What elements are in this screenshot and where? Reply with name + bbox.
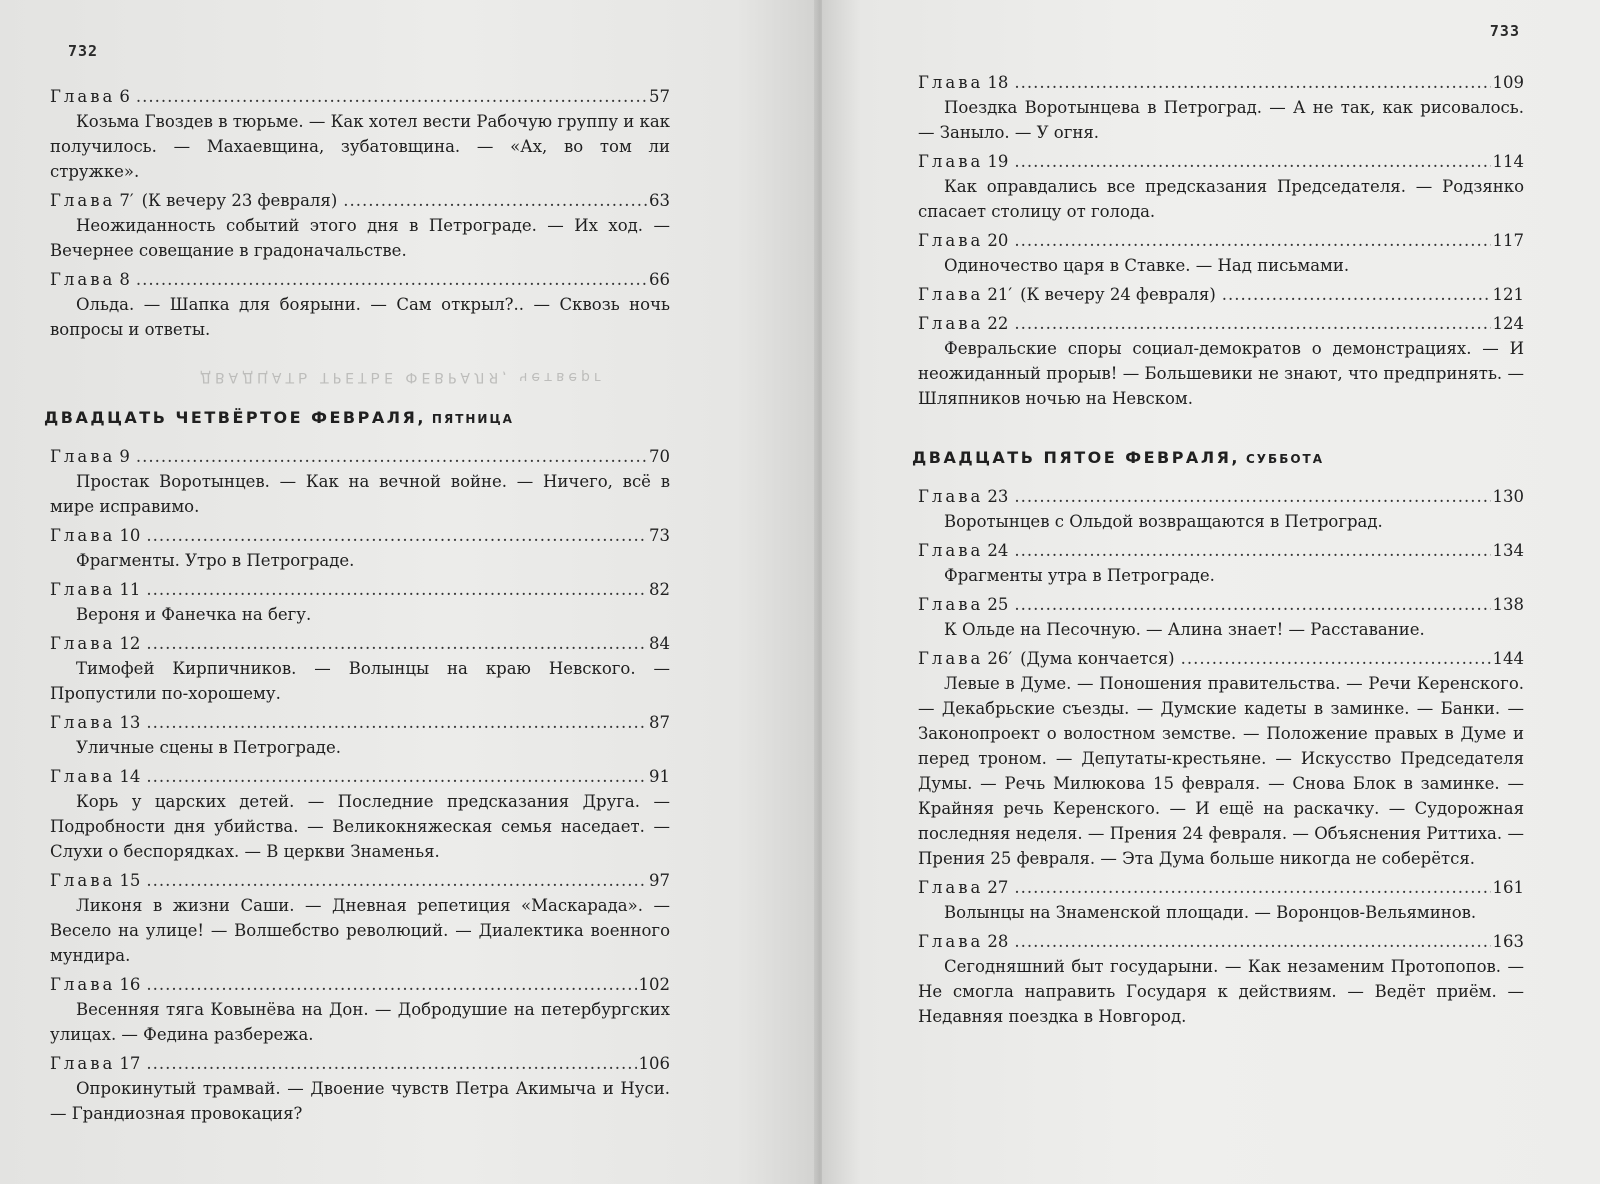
dot-leader bbox=[343, 188, 647, 213]
chapter-label bbox=[50, 764, 140, 789]
chapter-number: 23 bbox=[987, 487, 1009, 506]
toc-entry-header bbox=[50, 710, 670, 735]
chapter-label bbox=[918, 149, 1008, 174]
chapter-label bbox=[918, 875, 1008, 900]
chapter-word: Глава bbox=[50, 447, 116, 466]
dot-leader bbox=[146, 631, 647, 656]
chapter-word: Глава bbox=[918, 73, 984, 92]
dot-leader bbox=[1014, 149, 1490, 174]
chapter-summary: Фрагменты утра в Петрограде. bbox=[944, 566, 1215, 585]
page-reference: 84 bbox=[649, 634, 670, 653]
dot-leader bbox=[1014, 929, 1490, 954]
chapter-word: Глава bbox=[918, 649, 984, 668]
section-weekday: СУББОТА bbox=[1246, 452, 1325, 466]
chapter-summary: Ольда. — Шапка для боярыни. — Сам открыл?.. — Сквозь ночь вопросы и ответы. bbox=[50, 295, 670, 339]
toc-list-top bbox=[918, 70, 1524, 411]
page-reference: 106 bbox=[638, 1054, 670, 1073]
page-reference: 97 bbox=[649, 871, 670, 890]
page-reference: 134 bbox=[1492, 541, 1524, 560]
toc-entry-header bbox=[918, 149, 1524, 174]
dot-leader bbox=[136, 84, 647, 109]
toc-entry-header bbox=[50, 523, 670, 548]
section-title: ДВАДЦАТЬ ПЯТОЕ ФЕВРАЛЯ, bbox=[912, 448, 1240, 467]
chapter-summary: Февральские споры социал-демократов о демонстрациях. — И неожиданный прорыв! — Большевики не знают, что предпринять. — Шляпников ночью на Невском. bbox=[918, 339, 1524, 408]
section-title: ДВАДЦАТЬ ЧЕТВЁРТОЕ ФЕВРАЛЯ, bbox=[44, 408, 426, 427]
dot-leader bbox=[146, 868, 647, 893]
toc-list-bottom bbox=[918, 484, 1524, 1029]
chapter-label bbox=[50, 523, 140, 548]
chapter-word: Глава bbox=[50, 975, 116, 994]
toc-entry bbox=[50, 188, 670, 263]
chapter-word: Глава bbox=[50, 87, 116, 106]
chapter-number: 22 bbox=[987, 314, 1009, 333]
page-reference: 82 bbox=[649, 580, 670, 599]
toc-entry bbox=[918, 929, 1524, 1029]
dot-leader bbox=[1014, 70, 1490, 95]
page-reference: 70 bbox=[649, 447, 670, 466]
chapter-summary: Вероня и Фанечка на бегу. bbox=[76, 605, 312, 624]
toc-entry-header bbox=[918, 646, 1524, 671]
dot-leader bbox=[146, 972, 636, 997]
toc-entry-header bbox=[50, 631, 670, 656]
chapter-number: 19 bbox=[987, 152, 1009, 171]
chapter-label bbox=[50, 577, 140, 602]
chapter-summary: Воротынцев с Ольдой возвращаются в Петроград. bbox=[944, 512, 1383, 531]
chapter-word: Глава bbox=[50, 191, 116, 210]
page-reference: 87 bbox=[649, 713, 670, 732]
toc-entry bbox=[918, 484, 1524, 534]
chapter-label bbox=[50, 710, 140, 735]
chapter-summary: Одиночество царя в Ставке. — Над письмами. bbox=[944, 256, 1350, 275]
chapter-label bbox=[50, 84, 130, 109]
chapter-number: 8 bbox=[119, 270, 130, 289]
toc-entry bbox=[918, 538, 1524, 588]
toc-entry bbox=[918, 70, 1524, 145]
dot-leader bbox=[1014, 875, 1490, 900]
toc-entry-header bbox=[918, 228, 1524, 253]
chapter-word: Глава bbox=[50, 767, 116, 786]
toc-entry-header bbox=[918, 592, 1524, 617]
chapter-word: Глава bbox=[918, 314, 984, 333]
right-page bbox=[822, 0, 1600, 1184]
toc-entry bbox=[50, 1051, 670, 1126]
toc-column-left bbox=[44, 84, 670, 1130]
chapter-number: 28 bbox=[987, 932, 1009, 951]
toc-entry-header bbox=[50, 1051, 670, 1076]
page-reference: 63 bbox=[649, 191, 670, 210]
page-reference: 109 bbox=[1492, 73, 1524, 92]
chapter-number: 18 bbox=[987, 73, 1009, 92]
toc-entry-header bbox=[918, 929, 1524, 954]
toc-entry bbox=[918, 228, 1524, 278]
dot-leader bbox=[146, 764, 647, 789]
toc-entry-header bbox=[918, 875, 1524, 900]
chapter-number: 27 bbox=[987, 878, 1009, 897]
chapter-summary: Как оправдались все предсказания Председателя. — Родзянко спасает столицу от голода. bbox=[918, 177, 1524, 221]
chapter-label bbox=[918, 646, 1012, 671]
toc-entry-header bbox=[50, 764, 670, 789]
chapter-summary: Ликоня в жизни Саши. — Дневная репетиция «Маскарада». — Весело на улице! — Волшебство революций. — Диалектика военного мундира. bbox=[50, 896, 670, 965]
page-reference: 161 bbox=[1492, 878, 1524, 897]
toc-entry bbox=[50, 972, 670, 1047]
chapter-summary: Козьма Гвоздев в тюрьме. — Как хотел вести Рабочую группу и как получилось. — Махаевщина, зубатовщина. — «Ах, во том ли стружке». bbox=[50, 112, 670, 181]
toc-list-top bbox=[50, 84, 670, 342]
chapter-summary: Опрокинутый трамвай. — Двоение чувств Петра Акимыча и Нуси. — Грандиозная провокация? bbox=[50, 1079, 670, 1123]
toc-list-bottom bbox=[50, 444, 670, 1126]
toc-entry-header bbox=[50, 267, 670, 292]
chapter-word: Глава bbox=[50, 871, 116, 890]
chapter-label bbox=[50, 267, 130, 292]
page-reference: 114 bbox=[1492, 152, 1524, 171]
dot-leader bbox=[1222, 282, 1491, 307]
toc-entry-header bbox=[50, 972, 670, 997]
dot-leader bbox=[146, 523, 647, 548]
page-reference: 121 bbox=[1492, 285, 1524, 304]
toc-entry bbox=[50, 84, 670, 184]
page-reference: 91 bbox=[649, 767, 670, 786]
toc-entry bbox=[50, 631, 670, 706]
toc-entry-header bbox=[50, 84, 670, 109]
chapter-number: 9 bbox=[119, 447, 130, 466]
chapter-summary: К Ольде на Песочную. — Алина знает! — Расставание. bbox=[944, 620, 1425, 639]
toc-entry bbox=[50, 577, 670, 627]
chapter-summary: Тимофей Кирпичников. — Волынцы на краю Невского. — Пропустили по-хорошему. bbox=[50, 659, 670, 703]
chapter-label bbox=[918, 538, 1008, 563]
page-reference: 117 bbox=[1492, 231, 1524, 250]
page-reference: 66 bbox=[649, 270, 670, 289]
chapter-number: 17 bbox=[119, 1054, 141, 1073]
chapter-label bbox=[918, 929, 1008, 954]
chapter-label bbox=[50, 1051, 140, 1076]
dot-leader bbox=[1014, 592, 1490, 617]
chapter-word: Глава bbox=[50, 580, 116, 599]
chapter-number: 20 bbox=[987, 231, 1009, 250]
toc-entry bbox=[50, 523, 670, 573]
toc-entry-header bbox=[918, 311, 1524, 336]
dot-leader bbox=[146, 710, 647, 735]
page-reference: 102 bbox=[638, 975, 670, 994]
chapter-number: 21′ bbox=[987, 285, 1013, 304]
toc-entry bbox=[50, 710, 670, 760]
page-reference: 144 bbox=[1492, 649, 1524, 668]
chapter-number: 15 bbox=[119, 871, 141, 890]
dot-leader bbox=[136, 267, 647, 292]
chapter-number: 13 bbox=[119, 713, 141, 732]
dot-leader bbox=[1181, 646, 1491, 671]
chapter-number: 25 bbox=[987, 595, 1009, 614]
chapter-summary: Фрагменты. Утро в Петрограде. bbox=[76, 551, 355, 570]
chapter-label bbox=[50, 631, 140, 656]
section-weekday: ПЯТНИЦА bbox=[431, 412, 514, 426]
page-number: 732 bbox=[68, 42, 99, 60]
chapter-word: Глава bbox=[918, 231, 984, 250]
chapter-word: Глава bbox=[918, 487, 984, 506]
chapter-label bbox=[50, 972, 140, 997]
page-reference: 138 bbox=[1492, 595, 1524, 614]
chapter-number: 16 bbox=[119, 975, 141, 994]
toc-entry bbox=[50, 868, 670, 968]
toc-entry-header bbox=[918, 484, 1524, 509]
page-reference: 124 bbox=[1492, 314, 1524, 333]
toc-entry bbox=[918, 282, 1524, 307]
chapter-label bbox=[50, 444, 130, 469]
chapter-word: Глава bbox=[50, 713, 116, 732]
chapter-label bbox=[50, 188, 134, 213]
chapter-number: 24 bbox=[987, 541, 1009, 560]
toc-entry-header bbox=[50, 188, 670, 213]
page-reference: 57 bbox=[649, 87, 670, 106]
page-reference: 130 bbox=[1492, 487, 1524, 506]
chapter-summary: Сегодняшний быт государыни. — Как незаменим Протопопов. — Не смогла направить Государя к действиям. — Ведёт приём. — Недавняя поездка в Новгород. bbox=[918, 957, 1524, 1026]
chapter-label bbox=[918, 484, 1008, 509]
chapter-summary: Волынцы на Знаменской площади. — Воронцов-Вельяминов. bbox=[944, 903, 1477, 922]
chapter-word: Глава bbox=[918, 152, 984, 171]
section-heading-25-feb bbox=[912, 445, 1524, 472]
toc-entry bbox=[50, 444, 670, 519]
toc-entry bbox=[918, 646, 1524, 871]
chapter-label bbox=[918, 311, 1008, 336]
dot-leader bbox=[1014, 311, 1490, 336]
dot-leader bbox=[136, 444, 647, 469]
chapter-summary: Корь у царских детей. — Последние предсказания Друга. — Подробности дня убийства. — Великокняжеская семья наседает. — Слухи о беспорядках. — В церкви Знаменья. bbox=[50, 792, 670, 861]
chapter-word: Глава bbox=[50, 270, 116, 289]
page-reference: 163 bbox=[1492, 932, 1524, 951]
toc-entry-header bbox=[918, 538, 1524, 563]
toc-entry bbox=[50, 764, 670, 864]
dot-leader bbox=[146, 577, 647, 602]
chapter-number: 11 bbox=[119, 580, 141, 599]
bleed-through-heading: ДВАДЦАТЬ ТРЕТЬЕ ФЕВРАЛЯ, четверг bbox=[200, 369, 606, 385]
chapter-note: (Дума кончается) bbox=[1020, 649, 1175, 668]
chapter-word: Глава bbox=[918, 285, 984, 304]
toc-entry bbox=[50, 267, 670, 342]
chapter-note: (К вечеру 24 февраля) bbox=[1020, 285, 1216, 304]
toc-entry-header bbox=[50, 868, 670, 893]
toc-column-right bbox=[912, 70, 1524, 1033]
chapter-label bbox=[918, 282, 1012, 307]
chapter-word: Глава bbox=[918, 878, 984, 897]
dot-leader bbox=[1014, 484, 1490, 509]
chapter-number: 14 bbox=[119, 767, 141, 786]
chapter-number: 26′ bbox=[987, 649, 1013, 668]
chapter-label bbox=[918, 228, 1008, 253]
chapter-word: Глава bbox=[918, 541, 984, 560]
chapter-word: Глава bbox=[50, 634, 116, 653]
section-heading-24-feb bbox=[44, 405, 670, 432]
toc-entry bbox=[918, 149, 1524, 224]
chapter-summary: Левые в Думе. — Поношения правительства. — Речи Керенского. — Декабрьские съезды. — Думские кадеты в заминке. — Банки. — Законопроект о волостном земстве. — Положение правых в Думе и перед троном. — Депутаты-крестьяне. — Искусство Председателя Думы. — Речь Милюкова 15 февраля. — Снова Блок в заминке. — Крайняя речь Керенского. — И ещё на раскачку. — Судорожная последняя неделя. — Прения 24 февраля. — Объяснения Риттиха. — Прения 25 февраля. — Эта Дума больше никогда не соберётся. bbox=[918, 674, 1524, 868]
toc-entry-header bbox=[918, 282, 1524, 307]
chapter-label bbox=[918, 592, 1008, 617]
chapter-word: Глава bbox=[50, 526, 116, 545]
chapter-number: 6 bbox=[119, 87, 130, 106]
page-number: 733 bbox=[1489, 22, 1520, 40]
dot-leader bbox=[1014, 538, 1490, 563]
chapter-summary: Простак Воротынцев. — Как на вечной войне. — Ничего, всё в мире исправимо. bbox=[50, 472, 670, 516]
chapter-note: (К вечеру 23 февраля) bbox=[141, 191, 338, 210]
chapter-label bbox=[918, 70, 1008, 95]
toc-entry-header bbox=[50, 444, 670, 469]
chapter-number: 7′ bbox=[119, 191, 134, 210]
chapter-word: Глава bbox=[918, 595, 984, 614]
chapter-label bbox=[50, 868, 140, 893]
chapter-summary: Неожиданность событий этого дня в Петрограде. — Их ход. — Вечернее совещание в градоначальстве. bbox=[50, 216, 670, 260]
chapter-summary: Весенняя тяга Ковынёва на Дон. — Добродушие на петербургских улицах. — Федина разбережа. bbox=[50, 1000, 670, 1044]
chapter-summary: Поездка Воротынцева в Петроград. — А не так, как рисовалось. — Заныло. — У огня. bbox=[918, 98, 1524, 142]
chapter-word: Глава bbox=[50, 1054, 116, 1073]
dot-leader bbox=[146, 1051, 636, 1076]
toc-entry bbox=[918, 592, 1524, 642]
page-reference: 73 bbox=[649, 526, 670, 545]
toc-entry-header bbox=[50, 577, 670, 602]
toc-entry bbox=[918, 875, 1524, 925]
chapter-number: 12 bbox=[119, 634, 141, 653]
chapter-summary: Уличные сцены в Петрограде. bbox=[76, 738, 341, 757]
chapter-word: Глава bbox=[918, 932, 984, 951]
chapter-number: 10 bbox=[119, 526, 141, 545]
dot-leader bbox=[1014, 228, 1490, 253]
toc-entry-header bbox=[918, 70, 1524, 95]
toc-entry bbox=[918, 311, 1524, 411]
